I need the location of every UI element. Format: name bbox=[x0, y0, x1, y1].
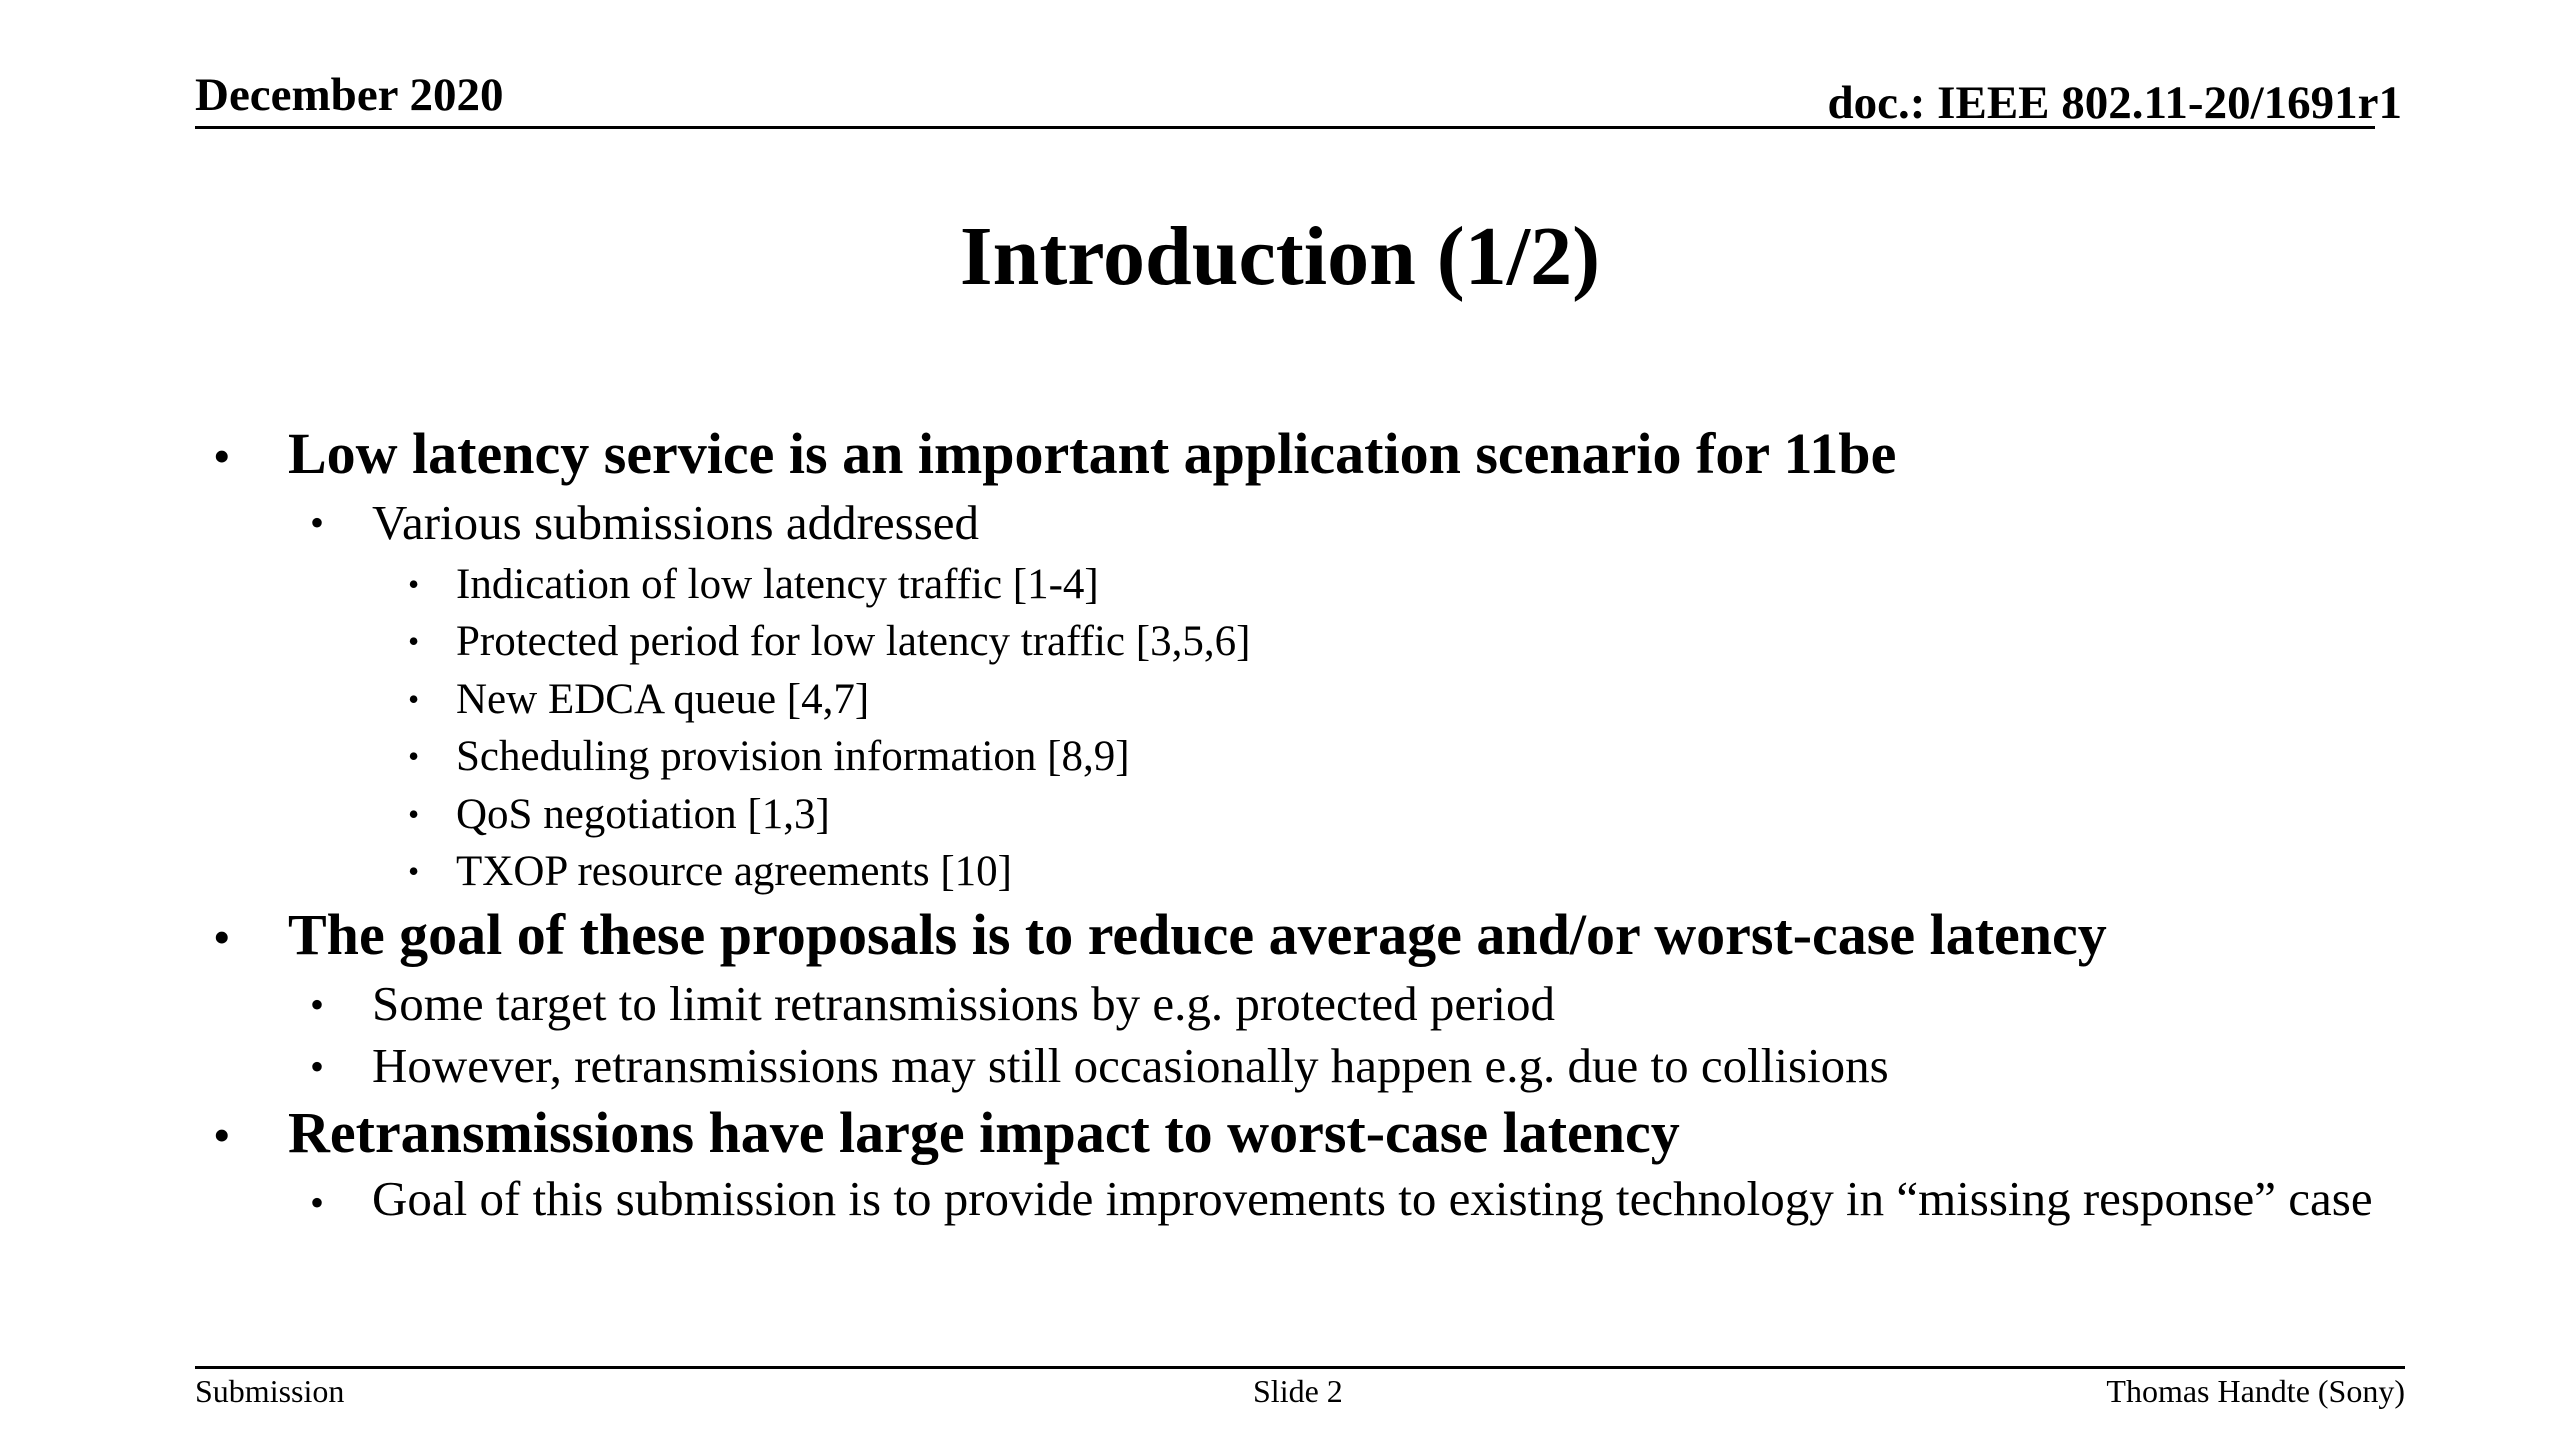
bullet-level2: Goal of this submission is to provide improvements to existing technology in “missing response” case bbox=[372, 1171, 2373, 1226]
bullet-icon: • bbox=[408, 681, 420, 717]
bullet-level2: However, retransmissions may still occasionally happen e.g. due to collisions bbox=[372, 1038, 1889, 1093]
bullet-icon: • bbox=[213, 1107, 231, 1163]
bullet-level2: Some target to limit retransmissions by e.g. protected period bbox=[372, 976, 1556, 1031]
bullet-icon: • bbox=[408, 623, 420, 659]
footer-slide-number: Slide 2 bbox=[1253, 1373, 1343, 1409]
bullet-icon: • bbox=[408, 566, 420, 602]
bullet-level3: Protected period for low latency traffic [3,5,6] bbox=[456, 618, 1251, 665]
bullet-icon: • bbox=[408, 796, 420, 832]
header-date: December 2020 bbox=[195, 69, 504, 121]
bullet-icon: • bbox=[408, 738, 420, 774]
bullet-icon: • bbox=[408, 853, 420, 889]
slide-title: Introduction (1/2) bbox=[959, 210, 1601, 303]
bullet-icon: • bbox=[213, 428, 231, 484]
bullet-level3: Indication of low latency traffic [1-4] bbox=[456, 561, 1099, 608]
bullet-level1: The goal of these proposals is to reduce average and/or worst-case latency bbox=[288, 902, 2107, 967]
bullet-level3: New EDCA queue [4,7] bbox=[456, 676, 870, 723]
bullet-level3: Scheduling provision information [8,9] bbox=[456, 733, 1130, 780]
footer-author: Thomas Handte (Sony) bbox=[2106, 1373, 2405, 1409]
bullet-level2: Various submissions addressed bbox=[372, 495, 980, 550]
header-doc-id: doc.: IEEE 802.11-20/1691r1 bbox=[1827, 77, 2402, 129]
bullet-icon: • bbox=[310, 500, 325, 545]
footer-submission: Submission bbox=[195, 1373, 345, 1409]
bullet-level3: TXOP resource agreements [10] bbox=[456, 848, 1012, 895]
bullet-icon: • bbox=[310, 982, 325, 1027]
bullet-icon: • bbox=[310, 1180, 325, 1225]
bullet-level3: QoS negotiation [1,3] bbox=[456, 791, 830, 838]
footer-divider bbox=[195, 1366, 2405, 1369]
bullet-icon: • bbox=[213, 909, 231, 965]
bullet-level1: Low latency service is an important application scenario for 11be bbox=[288, 421, 1897, 486]
bullet-icon: • bbox=[310, 1044, 325, 1089]
bullet-level1: Retransmissions have large impact to worst-case latency bbox=[288, 1100, 1680, 1165]
